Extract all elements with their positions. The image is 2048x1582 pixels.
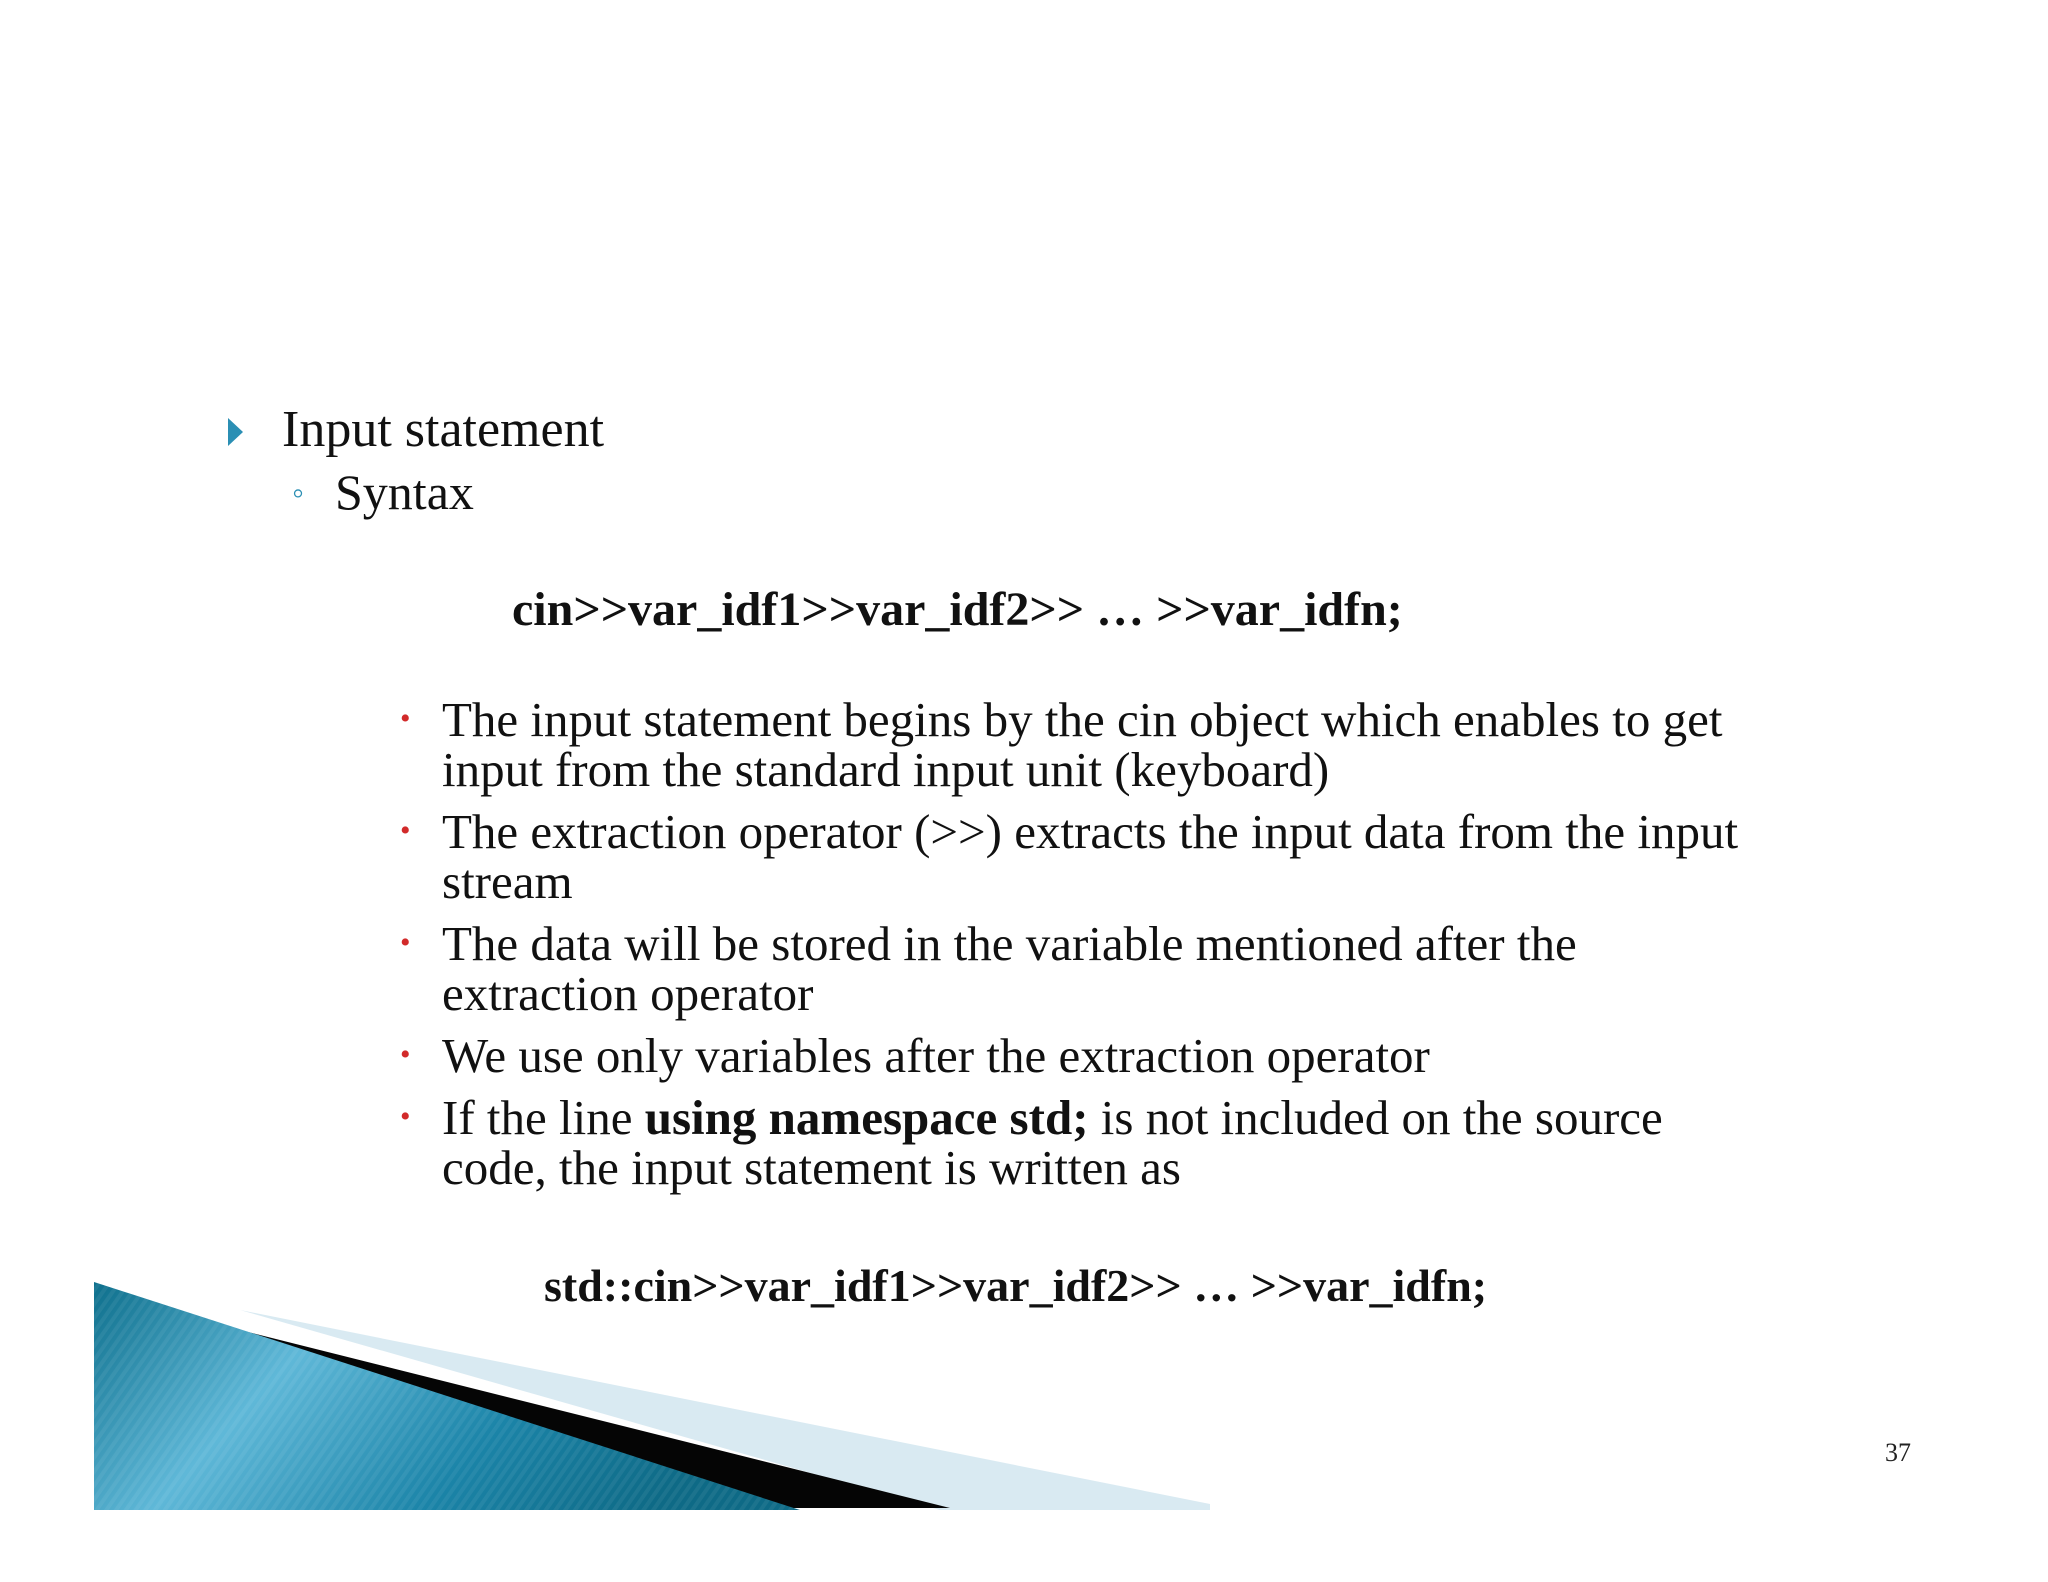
- dot-bullet-icon: •: [400, 1100, 411, 1133]
- triangle-right-icon: [228, 418, 243, 446]
- list-item: [396, 692, 1896, 797]
- bullet-text: The data will be stored in the variable mentioned after the: [442, 916, 1577, 971]
- list-item: [396, 916, 1896, 1021]
- subheading-syntax: Syntax: [335, 464, 474, 520]
- heading-input-statement: Input statement: [282, 401, 605, 458]
- list-item: [396, 804, 1896, 909]
- bullet-text: stream: [442, 854, 573, 909]
- syntax-line: cin>>var_idf1>>var_idf2>> … >>var_idfn;: [512, 583, 1403, 636]
- dot-bullet-icon: •: [400, 926, 411, 959]
- circle-bullet-icon: ◦: [292, 475, 305, 512]
- corner-stripe-overlay: [94, 1282, 800, 1510]
- dot-bullet-icon: •: [400, 702, 411, 735]
- page-number: 37: [1885, 1438, 1911, 1467]
- bullet-text: The input statement begins by the cin object which enables to get: [442, 692, 1723, 747]
- bullet-text: extraction operator: [442, 966, 814, 1021]
- bullet-text: code, the input statement is written as: [442, 1140, 1181, 1195]
- list-item: [396, 1090, 1896, 1195]
- bullet-list: [396, 692, 1896, 1205]
- bullet-text: The extraction operator (>>) extracts the input data from the input: [442, 804, 1739, 859]
- list-item: [396, 1028, 1896, 1083]
- bullet-text: [442, 1090, 1896, 1145]
- dot-bullet-icon: •: [400, 814, 411, 847]
- bullet-text-pre: If the line: [442, 1090, 645, 1145]
- dot-bullet-icon: •: [400, 1038, 411, 1071]
- bullet-text: We use only variables after the extraction operator: [442, 1028, 1430, 1083]
- bullet-text: input from the standard input unit (keyboard): [442, 742, 1330, 797]
- bullet-text-post: is not included on the source: [1088, 1090, 1663, 1145]
- std-syntax-line: std::cin>>var_idf1>>var_idf2>> … >>var_idfn;: [544, 1260, 1488, 1311]
- decorative-corner: [0, 1240, 1300, 1582]
- bullet-text-bold: using namespace std;: [644, 1090, 1089, 1145]
